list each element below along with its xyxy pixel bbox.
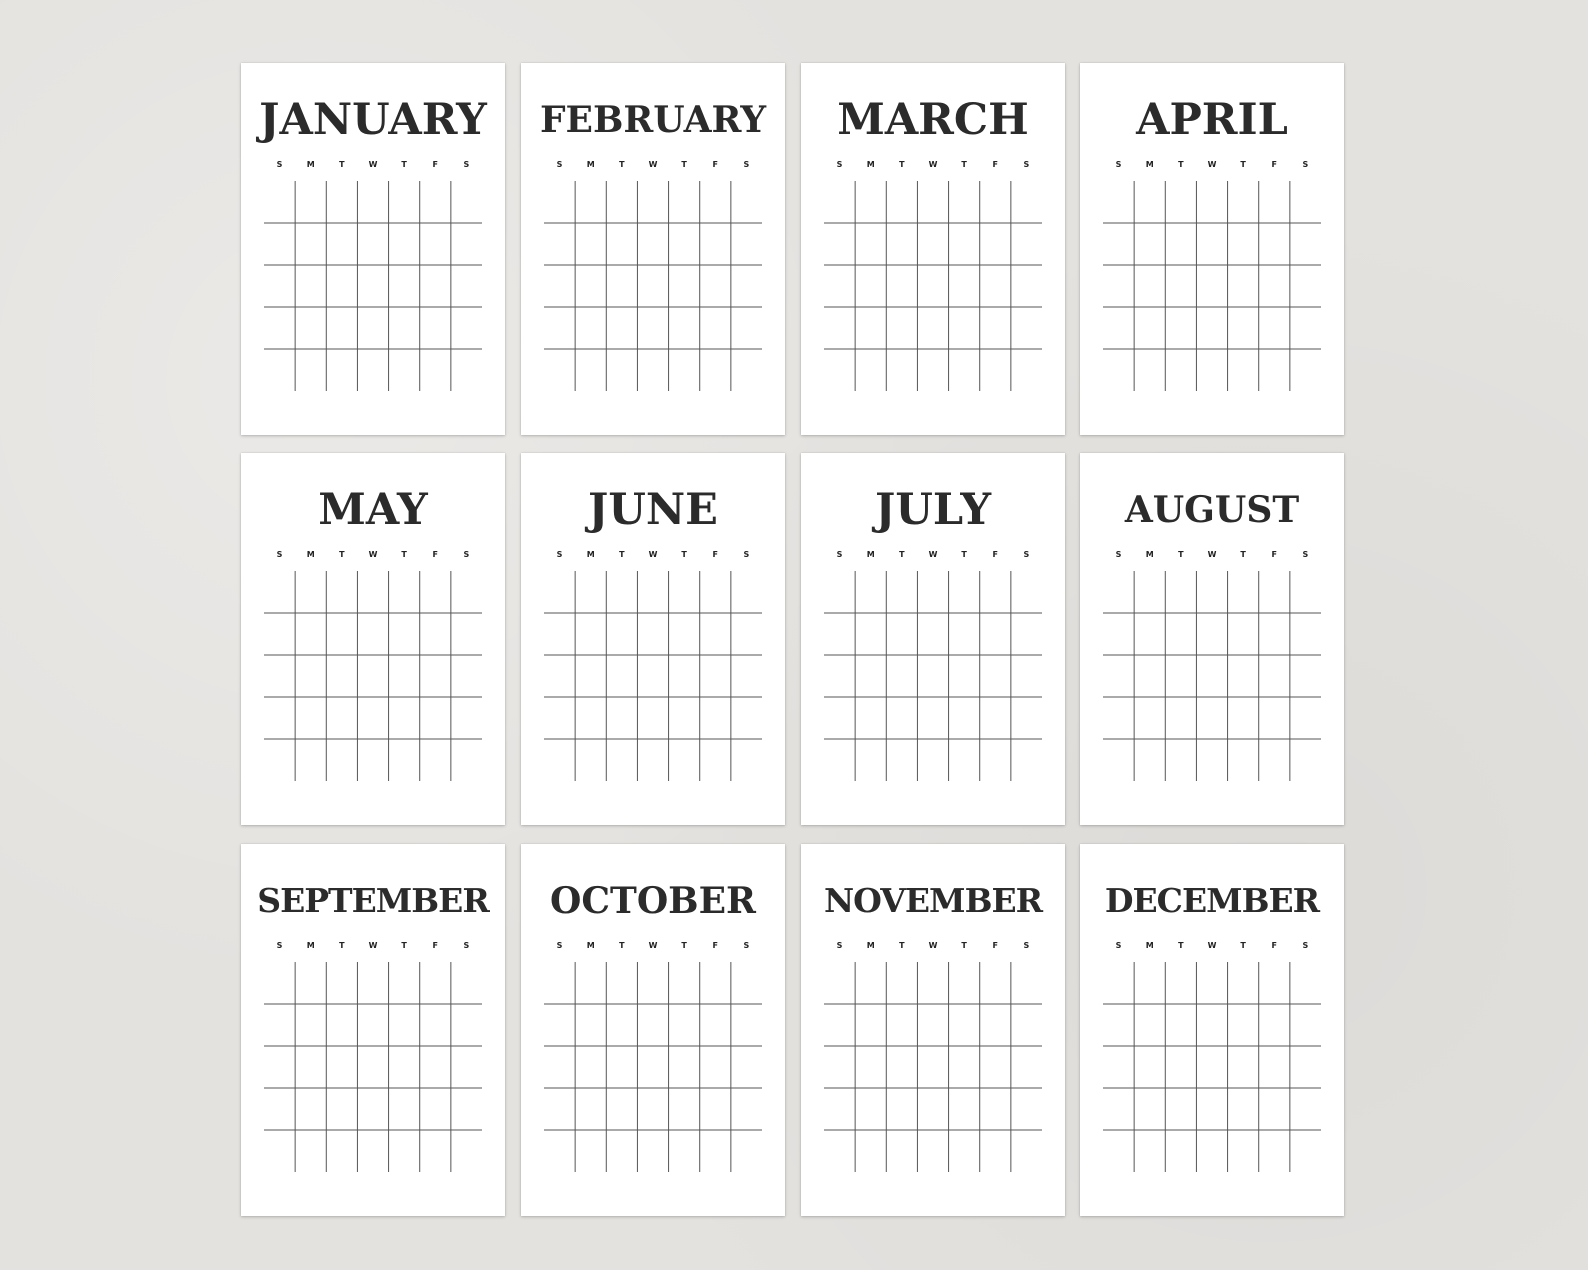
weekday-label: T [339,941,345,950]
weekday-label: W [928,550,938,559]
calendar-card-february [521,63,785,435]
calendar-grid [1103,571,1321,781]
weekday-label: S [1302,941,1309,950]
month-title: AUGUST [1124,489,1300,531]
calendar-card-june [521,453,785,825]
weekday-header [544,550,762,564]
month-title: OCTOBER [550,880,756,922]
weekday-label: T [899,160,905,169]
weekday-label: T [619,160,625,169]
month-title: JANUARY [259,95,487,145]
calendar-grid [544,571,762,781]
weekday-label: S [1023,941,1030,950]
weekday-label: S [556,941,563,950]
weekday-label: T [961,941,967,950]
weekday-label: S [836,550,843,559]
weekday-label: S [276,160,283,169]
calendar-card-may [241,453,505,825]
weekday-label: S [276,941,283,950]
weekday-label: S [836,941,843,950]
calendar-grid [824,571,1042,781]
weekday-label: T [1240,160,1246,169]
weekday-label: T [619,550,625,559]
weekday-label: T [961,550,967,559]
weekday-label: M [306,941,315,950]
weekday-label: T [619,941,625,950]
calendar-card-august [1080,453,1344,825]
weekday-label: W [1207,550,1217,559]
weekday-label: T [401,941,407,950]
calendar-card-january [241,63,505,435]
calendar-grid [264,181,482,391]
calendar-grid [544,181,762,391]
weekday-label: S [1115,160,1122,169]
weekday-label: W [648,160,658,169]
calendar-grid [824,962,1042,1172]
weekday-label: S [1115,941,1122,950]
weekday-label: F [1271,941,1278,950]
weekday-label: M [866,550,875,559]
weekday-label: T [1178,550,1184,559]
weekday-label: W [368,550,378,559]
calendar-card-march [801,63,1065,435]
weekday-label: M [586,941,595,950]
weekday-label: T [1178,160,1184,169]
weekday-label: W [1207,941,1217,950]
weekday-label: T [401,550,407,559]
month-title: FEBRUARY [539,99,767,141]
weekday-label: S [556,550,563,559]
weekday-label: S [463,160,470,169]
weekday-header [824,941,1042,955]
month-title: APRIL [1136,95,1288,145]
weekday-label: T [899,941,905,950]
weekday-label: S [1302,550,1309,559]
weekday-label: F [1271,160,1278,169]
weekday-header [1103,160,1321,174]
weekday-label: S [743,550,750,559]
weekday-label: S [1023,160,1030,169]
weekday-label: T [339,160,345,169]
weekday-header [1103,550,1321,564]
month-title: JULY [874,485,992,535]
weekday-label: M [1145,550,1154,559]
month-title: MARCH [837,95,1029,145]
weekday-label: W [928,941,938,950]
weekday-label: S [276,550,283,559]
calendar-card-december [1080,844,1344,1216]
calendar-card-october [521,844,785,1216]
calendar-grid [1103,181,1321,391]
calendar-card-july [801,453,1065,825]
calendar-card-november [801,844,1065,1216]
calendar-grid [264,571,482,781]
month-title: JUNE [588,485,718,535]
weekday-label: F [712,941,719,950]
weekday-label: F [992,550,999,559]
weekday-label: F [1271,550,1278,559]
weekday-label: M [866,941,875,950]
weekday-header [824,160,1042,174]
weekday-label: F [992,941,999,950]
weekday-label: S [463,941,470,950]
weekday-label: S [1023,550,1030,559]
month-title: SEPTEMBER [257,881,489,920]
weekday-label: T [1240,550,1246,559]
weekday-label: S [836,160,843,169]
month-title: MAY [318,485,428,535]
weekday-label: S [743,941,750,950]
weekday-label: W [368,160,378,169]
weekday-label: W [368,941,378,950]
weekday-header [264,550,482,564]
weekday-label: M [306,550,315,559]
weekday-label: M [1145,160,1154,169]
weekday-label: T [401,160,407,169]
weekday-label: S [743,160,750,169]
weekday-label: M [1145,941,1154,950]
weekday-label: S [1115,550,1122,559]
weekday-label: T [681,160,687,169]
weekday-label: S [1302,160,1309,169]
weekday-label: T [961,160,967,169]
weekday-label: T [1240,941,1246,950]
weekday-label: T [681,941,687,950]
weekday-label: M [306,160,315,169]
weekday-label: M [866,160,875,169]
calendar-grid [1103,962,1321,1172]
calendar-card-april [1080,63,1344,435]
weekday-label: W [1207,160,1217,169]
weekday-header [544,941,762,955]
weekday-label: T [1178,941,1184,950]
calendar-card-september [241,844,505,1216]
month-title: NOVEMBER [823,881,1043,920]
calendar-grid [264,962,482,1172]
weekday-label: T [339,550,345,559]
weekday-label: M [586,550,595,559]
calendar-grid [824,181,1042,391]
weekday-label: F [992,160,999,169]
weekday-label: T [899,550,905,559]
weekday-header [544,160,762,174]
month-title: DECEMBER [1104,881,1320,920]
weekday-label: F [432,941,439,950]
weekday-label: W [648,550,658,559]
weekday-label: F [712,550,719,559]
weekday-label: T [681,550,687,559]
weekday-label: W [928,160,938,169]
calendar-grid [544,962,762,1172]
weekday-label: W [648,941,658,950]
weekday-header [1103,941,1321,955]
weekday-label: F [432,160,439,169]
weekday-label: M [586,160,595,169]
weekday-label: S [463,550,470,559]
weekday-label: S [556,160,563,169]
weekday-label: F [712,160,719,169]
weekday-header [264,160,482,174]
weekday-header [824,550,1042,564]
weekday-label: F [432,550,439,559]
weekday-header [264,941,482,955]
